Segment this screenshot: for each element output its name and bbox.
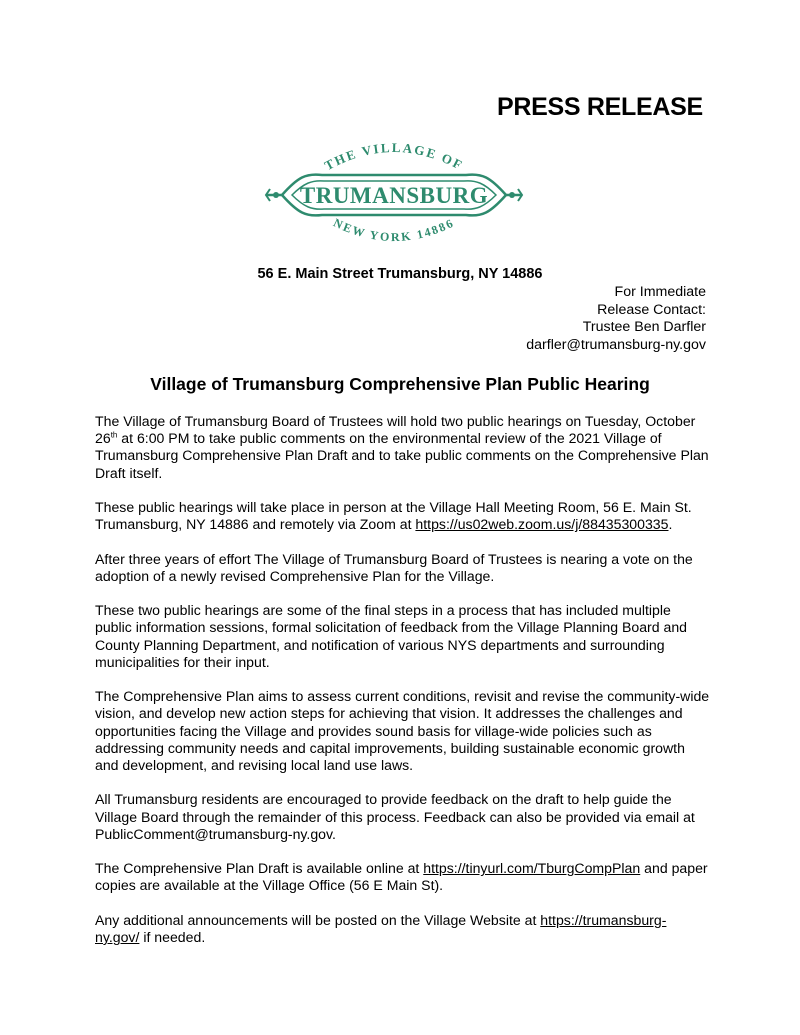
contact-email: darfler@trumansburg-ny.gov: [526, 336, 706, 353]
paragraph-text: Any additional announcements will be posted on the Village Website at: [95, 911, 541, 928]
paragraph-availability: [95, 860, 710, 894]
paragraph-effort: After three years of effort The Village of Trumansburg Board of Trustees is nearing a vote on the adoption of a newly revised Comprehensive Plan for the Village.: [95, 550, 693, 584]
village-website-link[interactable]: https://trumansburg-ny.gov/: [95, 911, 667, 945]
svg-text:THE VILLAGE OF: [322, 140, 466, 173]
village-logo: [262, 137, 526, 255]
paragraph-process: These two public hearings are some of the final steps in a process that has included multiple public information sessions, formal solicitation of feedback from the Village Planning Board and County Planning Department, and notification of various NYS departments and surrounding municipalities for their input.: [95, 602, 688, 670]
svg-text:NEW YORK 14886: [331, 215, 457, 244]
logo-top-arc: THE VILLAGE OF: [321, 139, 467, 174]
paragraph-announcements: [95, 912, 710, 946]
press-release-title: PRESS RELEASE: [497, 93, 703, 121]
paragraph-text: .: [668, 516, 673, 533]
paragraph-location: [95, 499, 710, 533]
headline: Village of Trumansburg Comprehensive Plan Public Hearing: [150, 374, 650, 394]
paragraph-text: at 6:00 PM to take public comments on the environmental review of the 2021 Village of Trumansburg Comprehensive Plan Draft and to take public comments on the Comprehensive Plan Draft itself.: [95, 430, 709, 481]
release-body: [95, 413, 710, 963]
contact-block: [526, 284, 706, 354]
contact-line-2: Release Contact:: [597, 301, 706, 318]
village-address: 56 E. Main Street Trumansburg, NY 14886: [257, 266, 543, 282]
paragraph-feedback: All Trumansburg residents are encouraged to provide feedback on the draft to help guide the Village Board through the remainder of this process. Feedback can also be provided via email at PublicComment@trumansburg-ny.gov.: [95, 791, 695, 842]
paragraph-text: and paper copies are available at the Village Office (56 E Main St).: [95, 860, 708, 894]
logo-village-name: TRUMANSBURG: [299, 183, 489, 208]
paragraph-text: These public hearings will take place in person at the Village Hall Meeting Room, 56 E. Main St. Trumansburg, NY 14886 and remotely via Zoom at: [95, 499, 692, 533]
paragraph-text: The Comprehensive Plan Draft is available online at: [95, 860, 424, 877]
paragraph-text: if needed.: [139, 928, 206, 945]
paragraph-text: The Village of Trumansburg Board of Trustees will hold two public hearings on Tuesday, October 26: [95, 413, 696, 447]
paragraph-plan-aims: The Comprehensive Plan aims to assess current conditions, revisit and revise the community-wide vision, and develop new action steps for achieving that vision. It addresses the challenges and opportunities facing the Village and provides sound basis for village-wide policies such as addressing community needs and capital improvements, building sustainable economic growth and development, and revising local land use laws.: [95, 688, 710, 773]
ordinal-suffix: th: [110, 430, 118, 440]
paragraph-hearing-date: [95, 413, 710, 482]
comp-plan-link[interactable]: https://tinyurl.com/TburgCompPlan: [423, 860, 641, 877]
zoom-link[interactable]: https://us02web.zoom.us/j/88435300335: [415, 516, 669, 533]
contact-line-1: For Immediate: [614, 284, 706, 300]
contact-line-3: Trustee Ben Darfler: [582, 319, 706, 335]
logo-bottom-arc: NEW YORK 14886: [331, 215, 457, 245]
